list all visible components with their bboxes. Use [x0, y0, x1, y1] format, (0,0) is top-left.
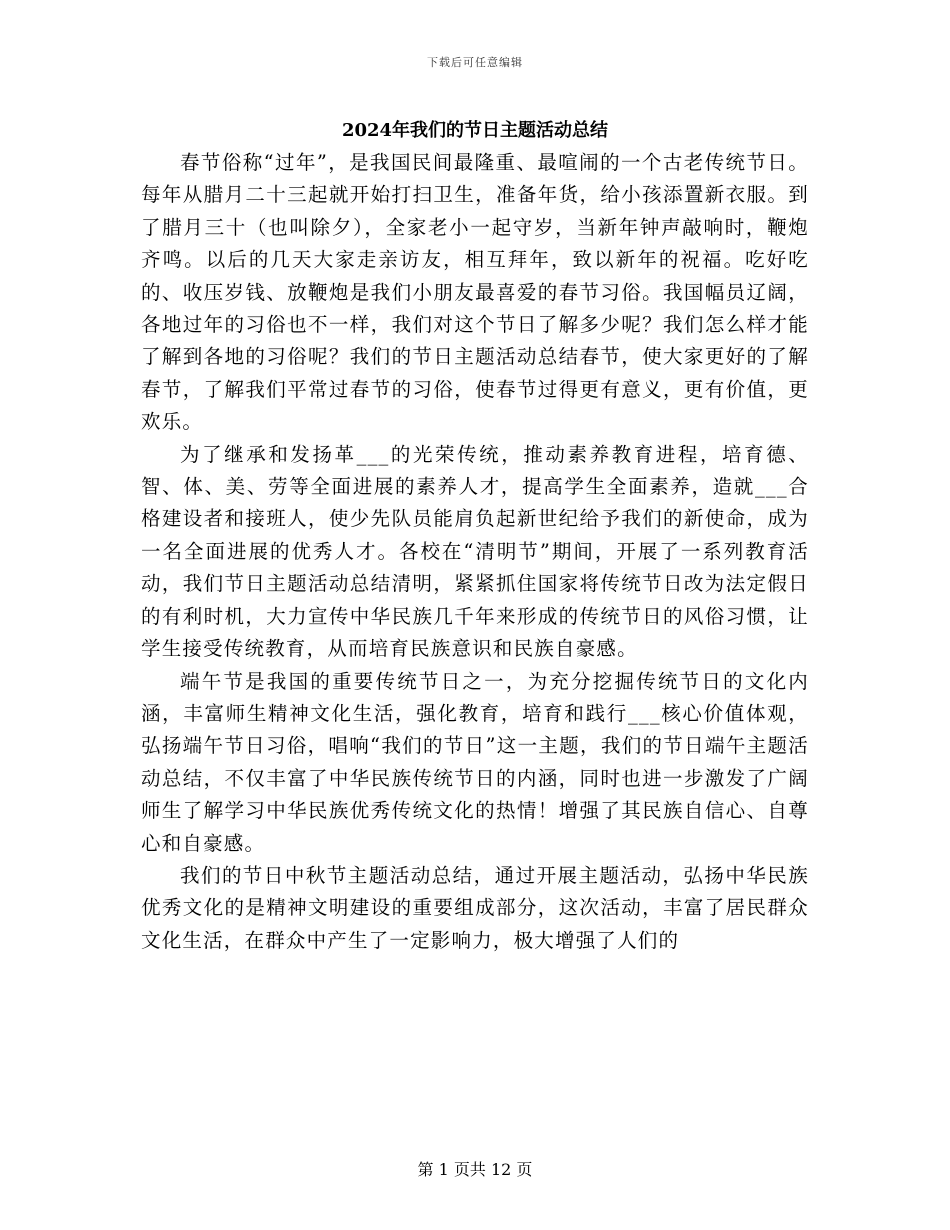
- paragraph-qingming-festival: 为了继承和发扬革___的光荣传统，推动素养教育进程，培育德、智、体、美、劳等全面进展的素养人才，提高学生全面素养，造就___合格建设者和接班人，使少先队员能肩负起新世纪给予我们的新使命，成为一名全面进展的优秀人才。各校在“清明节”期间，开展了一系列教育活动，我们节日主题活动总结清明，紧紧抓住国家将传统节日改为法定假日的有利时机，大力宣传中华民族几千年来形成的传统节日的风俗习惯，让学生接受传统教育，从而培育民族意识和民族自豪感。: [141, 442, 809, 661]
- document-body: [141, 147, 809, 957]
- page-number: 第 1 页共 12 页: [417, 1160, 533, 1179]
- header-note: 下载后可任意编辑: [427, 56, 523, 69]
- document-title: 2024年我们的节日主题活动总结: [341, 120, 609, 141]
- paragraph-mid-autumn-festival: 我们的节日中秋节主题活动总结，通过开展主题活动，弘扬中华民族优秀文化的是精神文明建设的重要组成部分，这次活动，丰富了居民群众文化生活，在群众中产生了一定影响力，极大增强了人们的: [141, 863, 809, 952]
- paragraph-spring-festival: 春节俗称“过年”，是我国民间最隆重、最喧闹的一个古老传统节日。每年从腊月二十三起就开始打扫卫生，准备年货，给小孩添置新衣服。到了腊月三十（也叫除夕），全家老小一起守岁，当新年钟声敲响时，鞭炮齐鸣。以后的几天大家走亲访友，相互拜年，致以新年的祝福。吃好吃的、收压岁钱、放鞭炮是我们小朋友最喜爱的春节习俗。我国幅员辽阔，各地过年的习俗也不一样，我们对这个节日了解多少呢？我们怎么样才能了解到各地的习俗呢？我们的节日主题活动总结春节，使大家更好的了解春节，了解我们平常过春节的习俗，使春节过得更有意义，更有价值，更欢乐。: [141, 151, 809, 434]
- paragraph-dragon-boat-festival: 端午节是我国的重要传统节日之一，为充分挖掘传统节日的文化内涵，丰富师生精神文化生活，强化教育，培育和践行___核心价值体观，弘扬端午节日习俗，唱响“我们的节日”这一主题，我们的节日端午主题活动总结，不仅丰富了中华民族传统节日的内涵，同时也进一步激发了广阔师生了解学习中华民族优秀传统文化的热情！增强了其民族自信心、自尊心和自豪感。: [141, 669, 809, 855]
